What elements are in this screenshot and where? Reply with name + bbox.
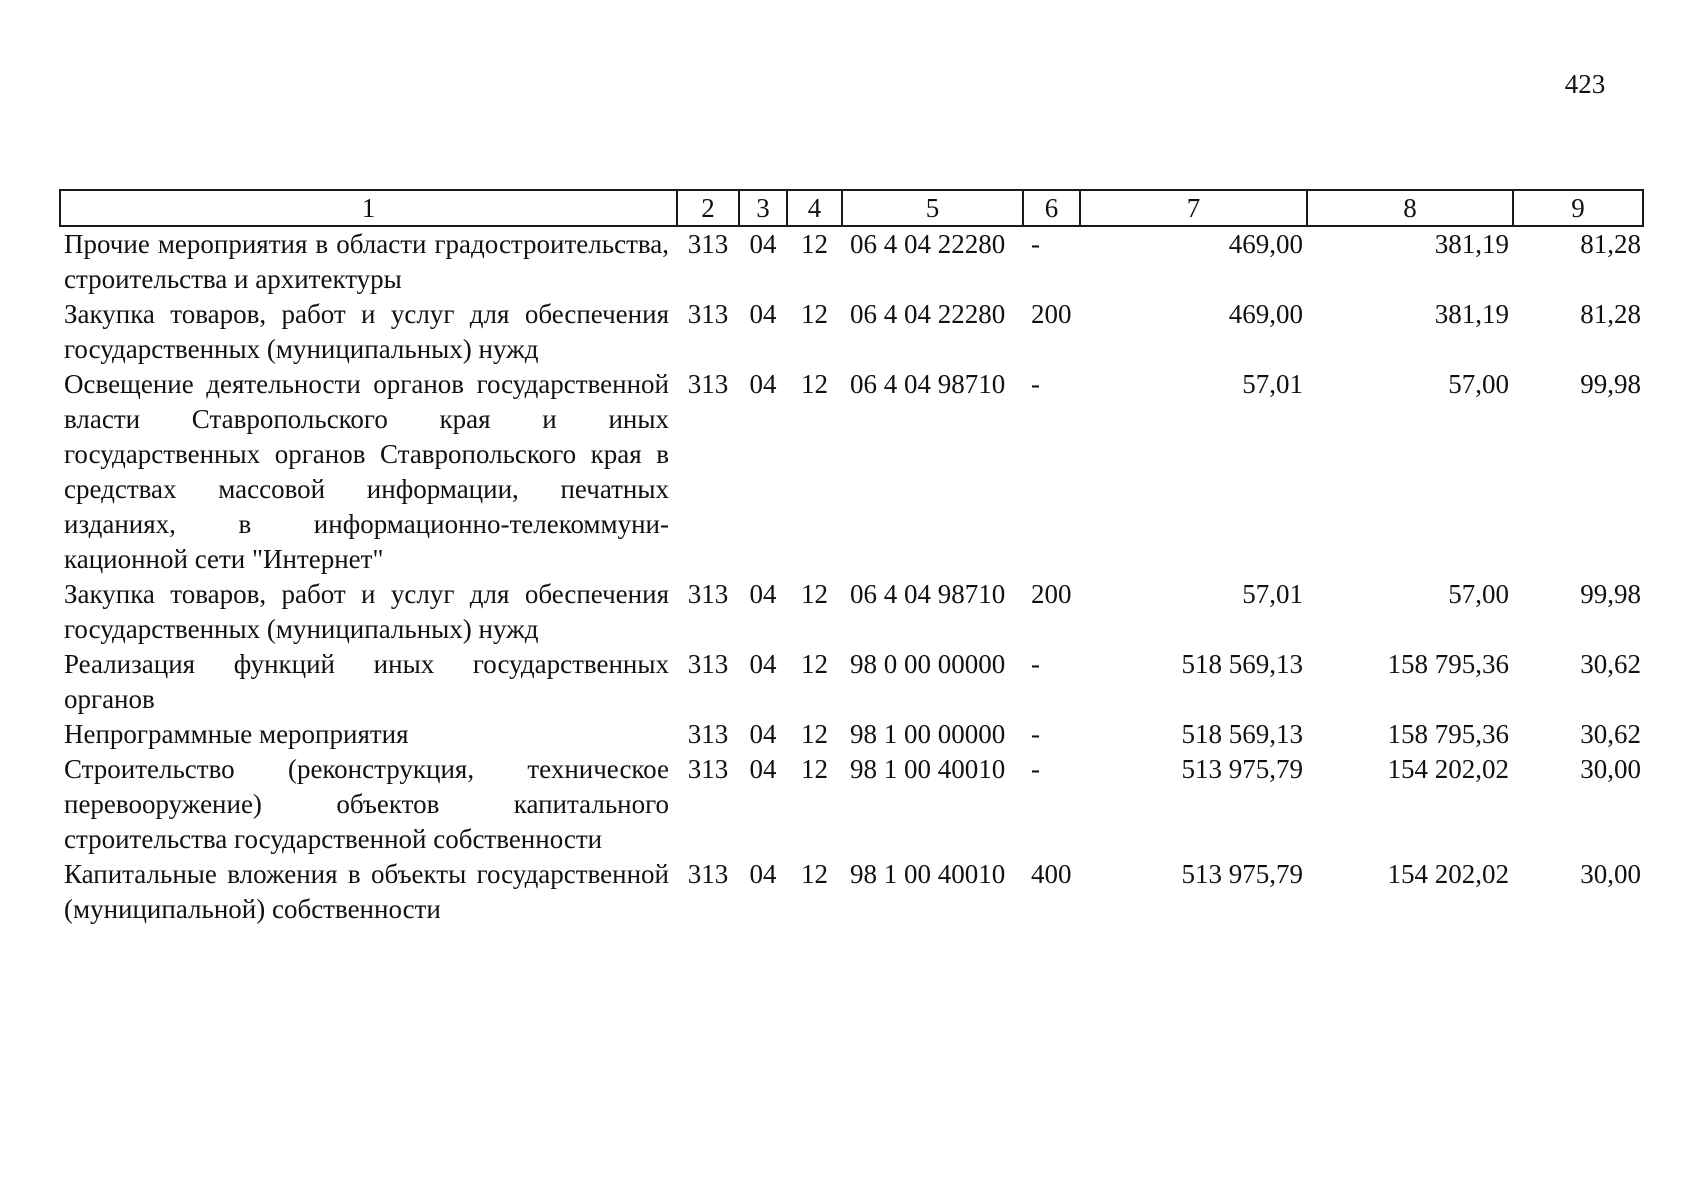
column-header-1: 1 xyxy=(60,190,677,226)
cell-col-7: 513 975,79 xyxy=(1181,859,1303,889)
cell-col-8: 381,19 xyxy=(1434,299,1509,329)
cell-col-6: - xyxy=(1031,754,1040,784)
cell-col-3: 04 xyxy=(749,579,777,609)
cell-col-7: 518 569,13 xyxy=(1181,719,1303,749)
cell-col-6: 200 xyxy=(1031,579,1072,609)
row-name: Освещение деятельности органов государственной власти Ставропольского края и иных государственных органов Ставропольского края в средствах массовой информации, печатных изданиях, в информационно-телекоммуни-кационной сети "Интернет" xyxy=(64,369,669,574)
cell-col-9: 99,98 xyxy=(1580,579,1641,609)
cell-col-4: 12 xyxy=(801,229,828,259)
row-name: Капитальные вложения в объекты государственной (муниципальной) собственности xyxy=(64,859,669,924)
cell-col-4: 12 xyxy=(801,299,828,329)
page-number: 423 xyxy=(1564,69,1606,99)
cell-col-6: 200 xyxy=(1031,299,1072,329)
cell-col-4: 12 xyxy=(801,719,828,749)
cell-col-5: 98 1 00 40010 xyxy=(850,859,1006,889)
cell-col-7: 513 975,79 xyxy=(1181,754,1303,784)
cell-col-2: 313 xyxy=(687,369,729,399)
cell-col-9: 30,62 xyxy=(1580,649,1641,679)
cell-col-7: 57,01 xyxy=(1242,579,1303,609)
cell-col-3: 04 xyxy=(749,754,777,784)
cell-col-4: 12 xyxy=(801,579,828,609)
cell-col-8: 158 795,36 xyxy=(1387,649,1509,679)
cell-col-9: 30,00 xyxy=(1580,859,1641,889)
cell-col-4: 12 xyxy=(801,754,828,784)
column-header-9: 9 xyxy=(1513,190,1643,226)
cell-col-8: 154 202,02 xyxy=(1387,859,1509,889)
table-row xyxy=(60,647,1643,717)
cell-col-6: - xyxy=(1031,719,1040,749)
cell-col-7: 518 569,13 xyxy=(1181,649,1303,679)
cell-col-5: 06 4 04 22280 xyxy=(850,229,1006,259)
cell-col-2: 313 xyxy=(687,579,729,609)
budget-table xyxy=(59,189,1644,927)
row-name: Закупка товаров, работ и услуг для обеспечения государственных (муниципальных) нужд xyxy=(64,579,669,644)
cell-col-9: 30,62 xyxy=(1580,719,1641,749)
header-row xyxy=(60,190,1643,226)
cell-col-9: 30,00 xyxy=(1580,754,1641,784)
cell-col-7: 57,01 xyxy=(1242,369,1303,399)
cell-col-3: 04 xyxy=(749,229,777,259)
cell-col-5: 98 1 00 40010 xyxy=(850,754,1006,784)
cell-col-8: 154 202,02 xyxy=(1387,754,1509,784)
column-header-7: 7 xyxy=(1080,190,1307,226)
column-header-8: 8 xyxy=(1307,190,1513,226)
table-row xyxy=(60,577,1643,647)
row-name: Прочие мероприятия в области градостроительства, строительства и архитектуры xyxy=(64,229,669,294)
cell-col-4: 12 xyxy=(801,649,828,679)
cell-col-5: 06 4 04 98710 xyxy=(850,369,1006,399)
table-header xyxy=(60,190,1643,226)
table-row xyxy=(60,367,1643,577)
cell-col-6: - xyxy=(1031,229,1040,259)
cell-col-8: 381,19 xyxy=(1434,229,1509,259)
row-name: Непрограммные мероприятия xyxy=(64,719,409,749)
cell-col-5: 98 1 00 00000 xyxy=(850,719,1006,749)
cell-col-4: 12 xyxy=(801,859,828,889)
table-row xyxy=(60,717,1643,752)
table-row xyxy=(60,752,1643,857)
column-header-3: 3 xyxy=(739,190,787,226)
cell-col-5: 06 4 04 22280 xyxy=(850,299,1006,329)
column-header-2: 2 xyxy=(677,190,739,226)
cell-col-6: - xyxy=(1031,649,1040,679)
cell-col-2: 313 xyxy=(687,299,729,329)
cell-col-2: 313 xyxy=(687,859,729,889)
cell-col-6: 400 xyxy=(1031,859,1072,889)
cell-col-5: 98 0 00 00000 xyxy=(850,649,1006,679)
cell-col-3: 04 xyxy=(749,369,777,399)
cell-col-7: 469,00 xyxy=(1228,229,1303,259)
cell-col-8: 158 795,36 xyxy=(1387,719,1509,749)
cell-col-2: 313 xyxy=(687,229,729,259)
cell-col-9: 81,28 xyxy=(1580,299,1641,329)
cell-col-3: 04 xyxy=(749,719,777,749)
row-name: Реализация функций иных государственных органов xyxy=(64,649,669,714)
cell-col-2: 313 xyxy=(687,754,729,784)
cell-col-2: 313 xyxy=(687,649,729,679)
cell-col-3: 04 xyxy=(749,859,777,889)
column-header-6: 6 xyxy=(1023,190,1080,226)
cell-col-9: 99,98 xyxy=(1580,369,1641,399)
table-row xyxy=(60,226,1643,297)
row-name: Строительство (реконструкция, техническое перевооружение) объектов капитального строительства государственной собственности xyxy=(64,754,669,854)
cell-col-5: 06 4 04 98710 xyxy=(850,579,1006,609)
cell-col-8: 57,00 xyxy=(1448,579,1509,609)
cell-col-8: 57,00 xyxy=(1448,369,1509,399)
cell-col-7: 469,00 xyxy=(1228,299,1303,329)
cell-col-3: 04 xyxy=(749,649,777,679)
cell-col-6: - xyxy=(1031,369,1040,399)
table-body xyxy=(60,226,1643,927)
column-header-4: 4 xyxy=(787,190,842,226)
row-name: Закупка товаров, работ и услуг для обеспечения государственных (муниципальных) нужд xyxy=(64,299,669,364)
cell-col-3: 04 xyxy=(749,299,777,329)
cell-col-4: 12 xyxy=(801,369,828,399)
column-header-5: 5 xyxy=(842,190,1023,226)
cell-col-2: 313 xyxy=(687,719,729,749)
cell-col-9: 81,28 xyxy=(1580,229,1641,259)
table-row xyxy=(60,857,1643,927)
table-row xyxy=(60,297,1643,367)
